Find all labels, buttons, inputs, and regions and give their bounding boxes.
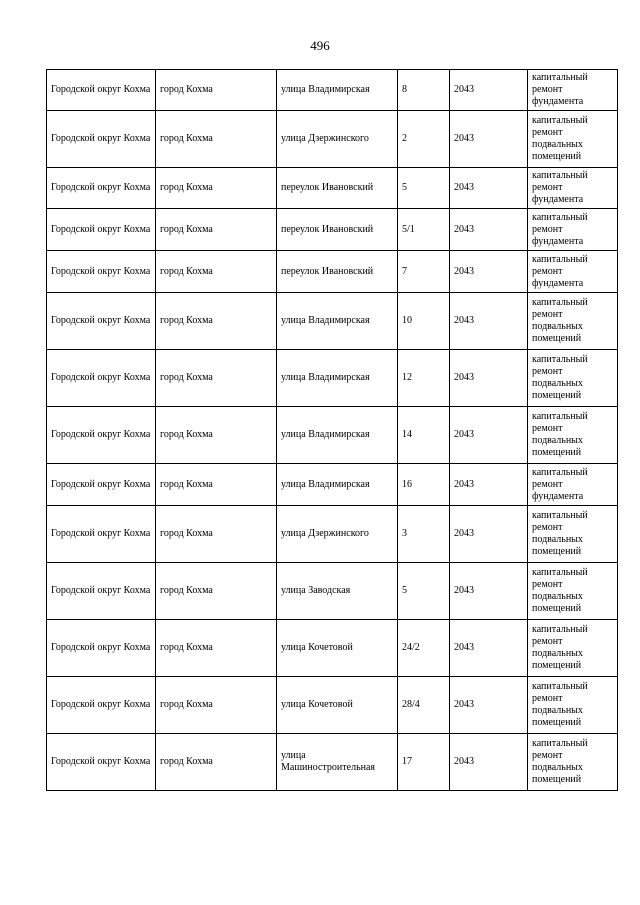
work-type-cell: капитальный ремонт подвальных помещений: [528, 734, 618, 791]
repair-schedule-table: [46, 69, 618, 791]
house-number-cell: 17: [398, 734, 450, 791]
work-type-cell: капитальный ремонт подвальных помещений: [528, 563, 618, 620]
table-row: [47, 111, 618, 168]
district-cell: Городской округ Кохма: [47, 734, 156, 791]
work-type-cell: капитальный ремонт подвальных помещений: [528, 293, 618, 350]
year-cell: 2043: [450, 350, 528, 407]
city-cell: город Кохма: [156, 620, 277, 677]
street-cell: переулок Ивановский: [277, 209, 398, 251]
house-number-cell: 16: [398, 464, 450, 506]
city-cell: город Кохма: [156, 70, 277, 111]
district-cell: Городской округ Кохма: [47, 506, 156, 563]
work-type-cell: капитальный ремонт подвальных помещений: [528, 111, 618, 168]
work-type-cell: капитальный ремонт подвальных помещений: [528, 620, 618, 677]
year-cell: 2043: [450, 209, 528, 251]
house-number-cell: 5: [398, 168, 450, 209]
city-cell: город Кохма: [156, 168, 277, 209]
street-cell: улица Кочетовой: [277, 620, 398, 677]
year-cell: 2043: [450, 563, 528, 620]
year-cell: 2043: [450, 111, 528, 168]
street-cell: переулок Ивановский: [277, 251, 398, 293]
year-cell: 2043: [450, 506, 528, 563]
street-cell: улица Владимирская: [277, 70, 398, 111]
district-cell: Городской округ Кохма: [47, 677, 156, 734]
work-type-cell: капитальный ремонт подвальных помещений: [528, 506, 618, 563]
district-cell: Городской округ Кохма: [47, 168, 156, 209]
table-row: [47, 168, 618, 209]
district-cell: Городской округ Кохма: [47, 293, 156, 350]
year-cell: 2043: [450, 168, 528, 209]
street-cell: улица Владимирская: [277, 293, 398, 350]
work-type-cell: капитальный ремонт фундамента: [528, 209, 618, 251]
house-number-cell: 8: [398, 70, 450, 111]
city-cell: город Кохма: [156, 506, 277, 563]
street-cell: улица Владимирская: [277, 407, 398, 464]
city-cell: город Кохма: [156, 677, 277, 734]
table-row: [47, 293, 618, 350]
district-cell: Городской округ Кохма: [47, 209, 156, 251]
house-number-cell: 7: [398, 251, 450, 293]
district-cell: Городской округ Кохма: [47, 251, 156, 293]
house-number-cell: 24/2: [398, 620, 450, 677]
year-cell: 2043: [450, 407, 528, 464]
street-cell: переулок Ивановский: [277, 168, 398, 209]
house-number-cell: 5/1: [398, 209, 450, 251]
street-cell: улица Владимирская: [277, 350, 398, 407]
district-cell: Городской округ Кохма: [47, 111, 156, 168]
district-cell: Городской округ Кохма: [47, 563, 156, 620]
house-number-cell: 28/4: [398, 677, 450, 734]
year-cell: 2043: [450, 734, 528, 791]
table-row: [47, 251, 618, 293]
street-cell: улица Кочетовой: [277, 677, 398, 734]
house-number-cell: 5: [398, 563, 450, 620]
city-cell: город Кохма: [156, 111, 277, 168]
house-number-cell: 3: [398, 506, 450, 563]
work-type-cell: капитальный ремонт подвальных помещений: [528, 407, 618, 464]
street-cell: улица Владимирская: [277, 464, 398, 506]
work-type-cell: капитальный ремонт фундамента: [528, 70, 618, 111]
year-cell: 2043: [450, 677, 528, 734]
table-row: [47, 70, 618, 111]
district-cell: Городской округ Кохма: [47, 464, 156, 506]
house-number-cell: 12: [398, 350, 450, 407]
table-row: [47, 407, 618, 464]
year-cell: 2043: [450, 620, 528, 677]
street-cell: улица Дзержинского: [277, 111, 398, 168]
table-row: [47, 563, 618, 620]
table-row: [47, 734, 618, 791]
city-cell: город Кохма: [156, 209, 277, 251]
city-cell: город Кохма: [156, 407, 277, 464]
district-cell: Городской округ Кохма: [47, 350, 156, 407]
work-type-cell: капитальный ремонт фундамента: [528, 251, 618, 293]
year-cell: 2043: [450, 293, 528, 350]
page-number: 496: [310, 38, 330, 53]
table-row: [47, 350, 618, 407]
city-cell: город Кохма: [156, 464, 277, 506]
city-cell: город Кохма: [156, 293, 277, 350]
work-type-cell: капитальный ремонт фундамента: [528, 464, 618, 506]
city-cell: город Кохма: [156, 251, 277, 293]
house-number-cell: 2: [398, 111, 450, 168]
work-type-cell: капитальный ремонт подвальных помещений: [528, 677, 618, 734]
table-row: [47, 506, 618, 563]
year-cell: 2043: [450, 251, 528, 293]
work-type-cell: капитальный ремонт подвальных помещений: [528, 350, 618, 407]
house-number-cell: 14: [398, 407, 450, 464]
street-cell: улица Машиностроительная: [277, 734, 398, 791]
city-cell: город Кохма: [156, 734, 277, 791]
street-cell: улица Заводская: [277, 563, 398, 620]
district-cell: Городской округ Кохма: [47, 407, 156, 464]
table-row: [47, 464, 618, 506]
year-cell: 2043: [450, 70, 528, 111]
table-row: [47, 677, 618, 734]
district-cell: Городской округ Кохма: [47, 70, 156, 111]
table-row: [47, 209, 618, 251]
work-type-cell: капитальный ремонт фундамента: [528, 168, 618, 209]
street-cell: улица Дзержинского: [277, 506, 398, 563]
year-cell: 2043: [450, 464, 528, 506]
district-cell: Городской округ Кохма: [47, 620, 156, 677]
table-row: [47, 620, 618, 677]
city-cell: город Кохма: [156, 563, 277, 620]
city-cell: город Кохма: [156, 350, 277, 407]
house-number-cell: 10: [398, 293, 450, 350]
